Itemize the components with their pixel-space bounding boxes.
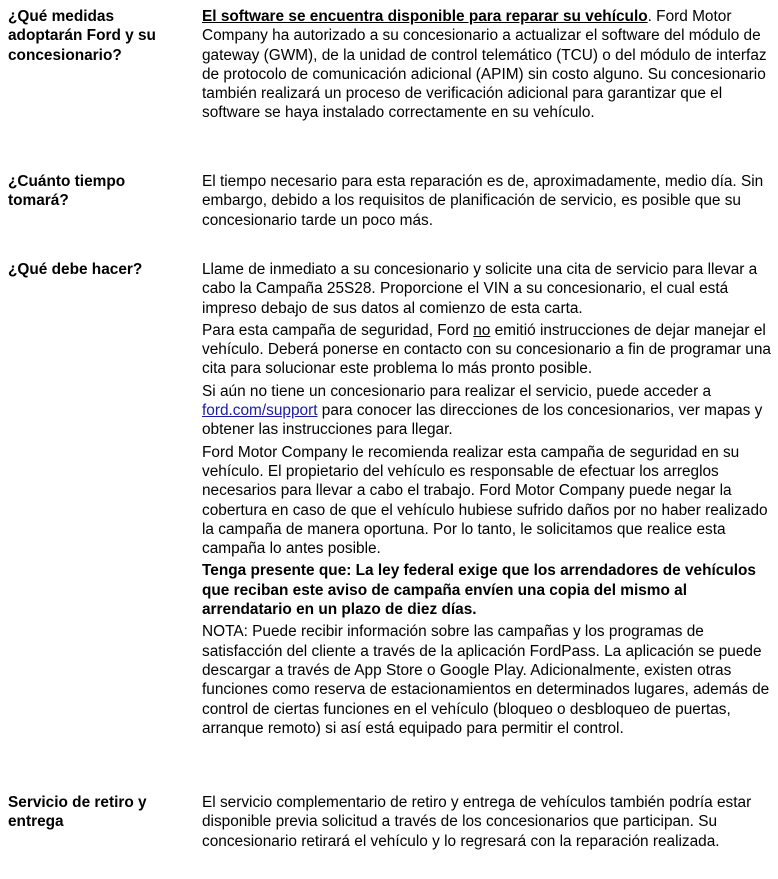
paragraph-text: para conocer las direcciones de los concesionarios, ver mapas y obtener las instrucciones para llegar. (202, 402, 763, 439)
section-label: Servicio de retiro y entrega (8, 794, 147, 831)
section-body (202, 793, 772, 854)
section-label: ¿Qué medidas adoptarán Ford y su concesionario? (8, 8, 156, 64)
paragraph-text: El servicio complementario de retiro y entrega de vehículos también podría estar disponible previa solicitud a través de los concesionarios que participan. Su concesionario retirará el vehículo y lo regresará con la reparación realizada. (202, 794, 752, 850)
section-body (202, 7, 772, 126)
paragraph-text: Llame de inmediato a su concesionario y solicite una cita de servicio para llevar a cabo la Campaña 25S28. Proporcione el VIN a su concesionario, el cual está impreso debajo de sus datos al comienzo de esta carta. (202, 261, 758, 317)
paragraph-text: Para esta campaña de seguridad, Ford (202, 321, 474, 339)
paragraph-text: . Ford Motor Company ha autorizado a su concesionario a actualizar el software del módulo de gateway (GWM), de la unidad de control telemático (TCU) o del módulo de interfaz de protocolo de comunicación adicional (APIM) sin costo alguno. Su concesionario también realizará un proceso de verificación adicional para garantizar que el software se haya instalado correctamente en su vehículo. (202, 8, 767, 122)
paragraph-text: emitió instrucciones de dejar manejar el vehículo. Deberá ponerse en contacto con su concesionario a fin de programar una cita para solucionar este problema lo más pronto posible. (202, 321, 771, 378)
section-body (202, 172, 772, 233)
paragraph-text: Ford Motor Company le recomienda realizar esta campaña de seguridad en su vehículo. El propietario del vehículo es responsable de efectuar los arreglos necesarios para llevar a cabo el trabajo. Ford Motor Company puede negar la cobertura en caso de que el vehículo hubiese sufrido daños por no haber realizado la campaña de manera oportuna. Por lo tanto, le solicitamos que realice esta campaña lo antes posible. (202, 443, 768, 558)
ford-support-link[interactable]: ford.com/support (202, 402, 318, 420)
section-label: ¿Qué debe hacer? (8, 261, 143, 278)
paragraph-text: Si aún no tiene un concesionario para realizar el servicio, puede acceder a (202, 382, 712, 400)
federal-law-notice: Tenga presente que: La ley federal exige que los arrendadores de vehículos que reciban este aviso de campaña envíen una copia del mismo al arrendatario en un plazo de diez días. (202, 562, 756, 619)
emphasis-underlined: El software se encuentra disponible para reparar su vehículo (202, 8, 648, 25)
fordpass-note: NOTA: Puede recibir información sobre las campañas y los programas de satisfacción del cliente a través de la aplicación FordPass. La aplicación se puede descargar a través de App Store o Google Play. Adicionalmente, existen otras funciones como reserva de estacionamientos en determinados lugares, además de control de ciertas funciones en el vehículo (bloqueo o desbloqueo de puertas, arranque remoto) si así está equipado para permitir el control. (202, 623, 770, 737)
paragraph (202, 382, 772, 440)
emphasis-no: no (473, 321, 491, 339)
paragraph-text: El tiempo necesario para esta reparación es de, aproximadamente, medio día. Sin embargo, debido a los requisitos de planificación de servicio, es posible que su concesionario tarde un poco más. (202, 173, 764, 229)
section-label: ¿Cuánto tiempo tomará? (8, 173, 126, 210)
paragraph (202, 7, 772, 123)
paragraph (202, 321, 772, 379)
section-body (202, 260, 772, 741)
